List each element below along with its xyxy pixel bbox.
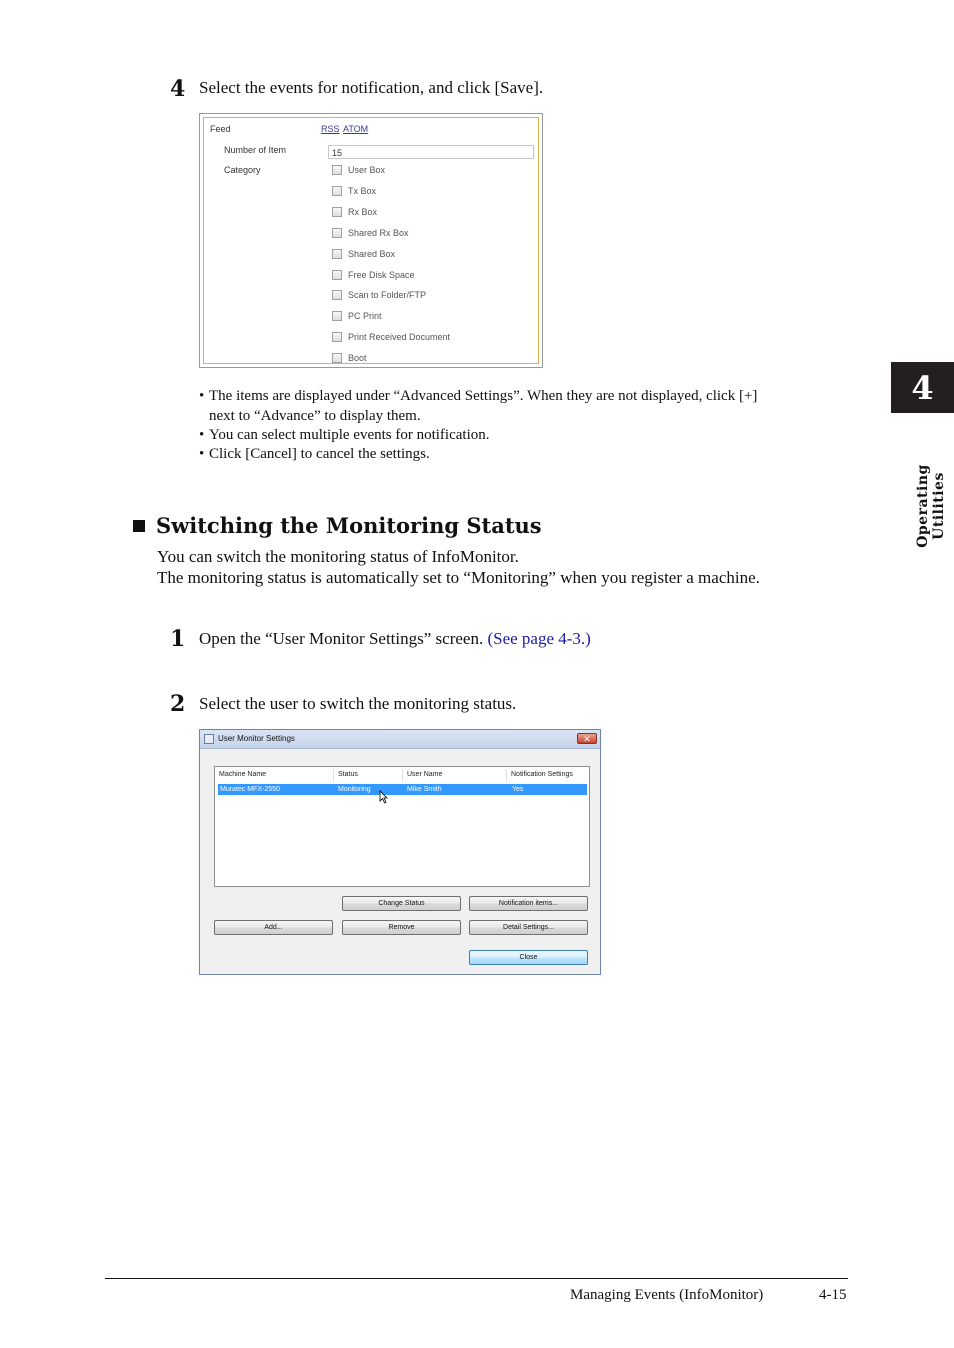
add-button[interactable]: Add...: [214, 920, 333, 935]
close-button[interactable]: Close: [469, 950, 588, 965]
cell-notification: Yes: [512, 786, 524, 793]
footer-title: Managing Events (InfoMonitor): [570, 1287, 764, 1303]
column-header-status[interactable]: Status: [338, 771, 358, 778]
footer-page-number: 4-15: [819, 1287, 847, 1303]
section-title: Switching the Monitoring Status: [156, 513, 542, 538]
category-checkbox-row[interactable]: [332, 185, 376, 197]
checkbox[interactable]: [332, 207, 342, 217]
note-2: You can select multiple events for notification.: [209, 427, 490, 443]
chapter-tab: 4: [891, 362, 954, 413]
app-icon: [204, 734, 214, 744]
machine-list[interactable]: [214, 766, 590, 887]
category-label-text: Shared Box: [348, 249, 396, 259]
cell-user-name: Mike Smith: [407, 786, 442, 793]
checkbox[interactable]: [332, 290, 342, 300]
category-checkbox-row[interactable]: [332, 227, 409, 239]
atom-link[interactable]: ATOM: [343, 124, 369, 134]
category-checkbox-row[interactable]: [332, 248, 395, 260]
close-icon[interactable]: ✕: [577, 733, 597, 744]
category-label-text: Rx Box: [348, 207, 378, 217]
see-page-link[interactable]: (See page 4-3.): [487, 629, 591, 648]
column-header-user-name[interactable]: User Name: [407, 771, 443, 778]
table-row[interactable]: [218, 784, 587, 795]
checkbox[interactable]: [332, 270, 342, 280]
category-checkbox-row[interactable]: [332, 164, 385, 176]
note-3: Click [Cancel] to cancel the settings.: [209, 446, 430, 462]
category-label-text: PC Print: [348, 311, 382, 321]
number-of-item-input[interactable]: 15: [328, 145, 534, 159]
category-checkbox-row[interactable]: [332, 289, 426, 301]
category-checkbox-row[interactable]: [332, 206, 377, 218]
detail-settings-button[interactable]: Detail Settings...: [469, 920, 588, 935]
checkbox[interactable]: [332, 353, 342, 363]
section-body-line-2: The monitoring status is automatically set to “Monitoring” when you register a machine.: [157, 568, 760, 587]
category-label-text: Scan to Folder/FTP: [348, 290, 427, 300]
footer-rule: [105, 1278, 848, 1279]
category-checkbox-row[interactable]: [332, 352, 367, 364]
notification-items-button[interactable]: Notification items...: [469, 896, 588, 911]
section-body-line-1: You can switch the monitoring status of InfoMonitor.: [157, 547, 519, 566]
column-divider: [333, 769, 334, 782]
feed-settings-panel: [203, 117, 539, 364]
category-label-text: Shared Rx Box: [348, 228, 409, 238]
note-bullet: •: [199, 427, 205, 443]
checkbox[interactable]: [332, 311, 342, 321]
category-checkbox-row[interactable]: [332, 269, 415, 281]
column-header-notification-settings[interactable]: Notification Settings: [511, 771, 573, 778]
category-checkbox-row[interactable]: [332, 331, 450, 343]
category-checkbox-row[interactable]: [332, 310, 382, 322]
dialog-title: User Monitor Settings: [218, 734, 295, 743]
number-of-item-label: Number of Item: [224, 145, 287, 155]
category-label-text: Print Received Document: [348, 332, 451, 342]
checkbox[interactable]: [332, 249, 342, 259]
category-label-text: Free Disk Space: [348, 270, 415, 280]
change-status-button[interactable]: Change Status: [342, 896, 461, 911]
column-header-machine-name[interactable]: Machine Name: [219, 771, 267, 778]
cell-status: Monitoring: [338, 786, 371, 793]
category-label-text: User Box: [348, 165, 386, 175]
checkbox[interactable]: [332, 165, 342, 175]
chapter-side-label: Operating Utilities: [915, 464, 947, 548]
column-divider: [506, 769, 507, 782]
heading-square-icon: [133, 520, 145, 532]
note-1-line-2: next to “Advance” to display them.: [209, 408, 421, 424]
checkbox[interactable]: [332, 186, 342, 196]
category-label-text: Boot: [348, 353, 367, 363]
step-4-number: 4: [170, 76, 186, 102]
feed-settings-screenshot: [199, 113, 543, 368]
user-monitor-settings-dialog: [199, 729, 601, 975]
remove-button[interactable]: Remove: [342, 920, 461, 935]
step-2-number: 2: [170, 691, 186, 717]
step-2-text: Select the user to switch the monitoring status.: [199, 694, 517, 713]
section-heading: [133, 513, 542, 539]
mouse-cursor-icon: [379, 790, 388, 804]
cell-machine-name: Muratec MFX-2550: [220, 786, 280, 793]
step-4-text: Select the events for notification, and click [Save].: [199, 78, 544, 97]
dialog-titlebar[interactable]: [200, 730, 600, 749]
note-1-line-1: The items are displayed under “Advanced Settings”. When they are not displayed, click [+]: [209, 388, 758, 404]
column-divider: [402, 769, 403, 782]
note-bullet: •: [199, 446, 205, 462]
checkbox[interactable]: [332, 228, 342, 238]
step-1-text: [199, 629, 591, 649]
step-1-number: 1: [170, 626, 186, 652]
category-label: Category: [224, 165, 261, 175]
rss-link[interactable]: RSS: [321, 124, 340, 134]
step-1-text-main: Open the “User Monitor Settings” screen.: [199, 629, 488, 648]
checkbox[interactable]: [332, 332, 342, 342]
note-bullet: •: [199, 388, 205, 404]
category-label-text: Tx Box: [348, 186, 377, 196]
feed-label: Feed: [210, 124, 231, 134]
